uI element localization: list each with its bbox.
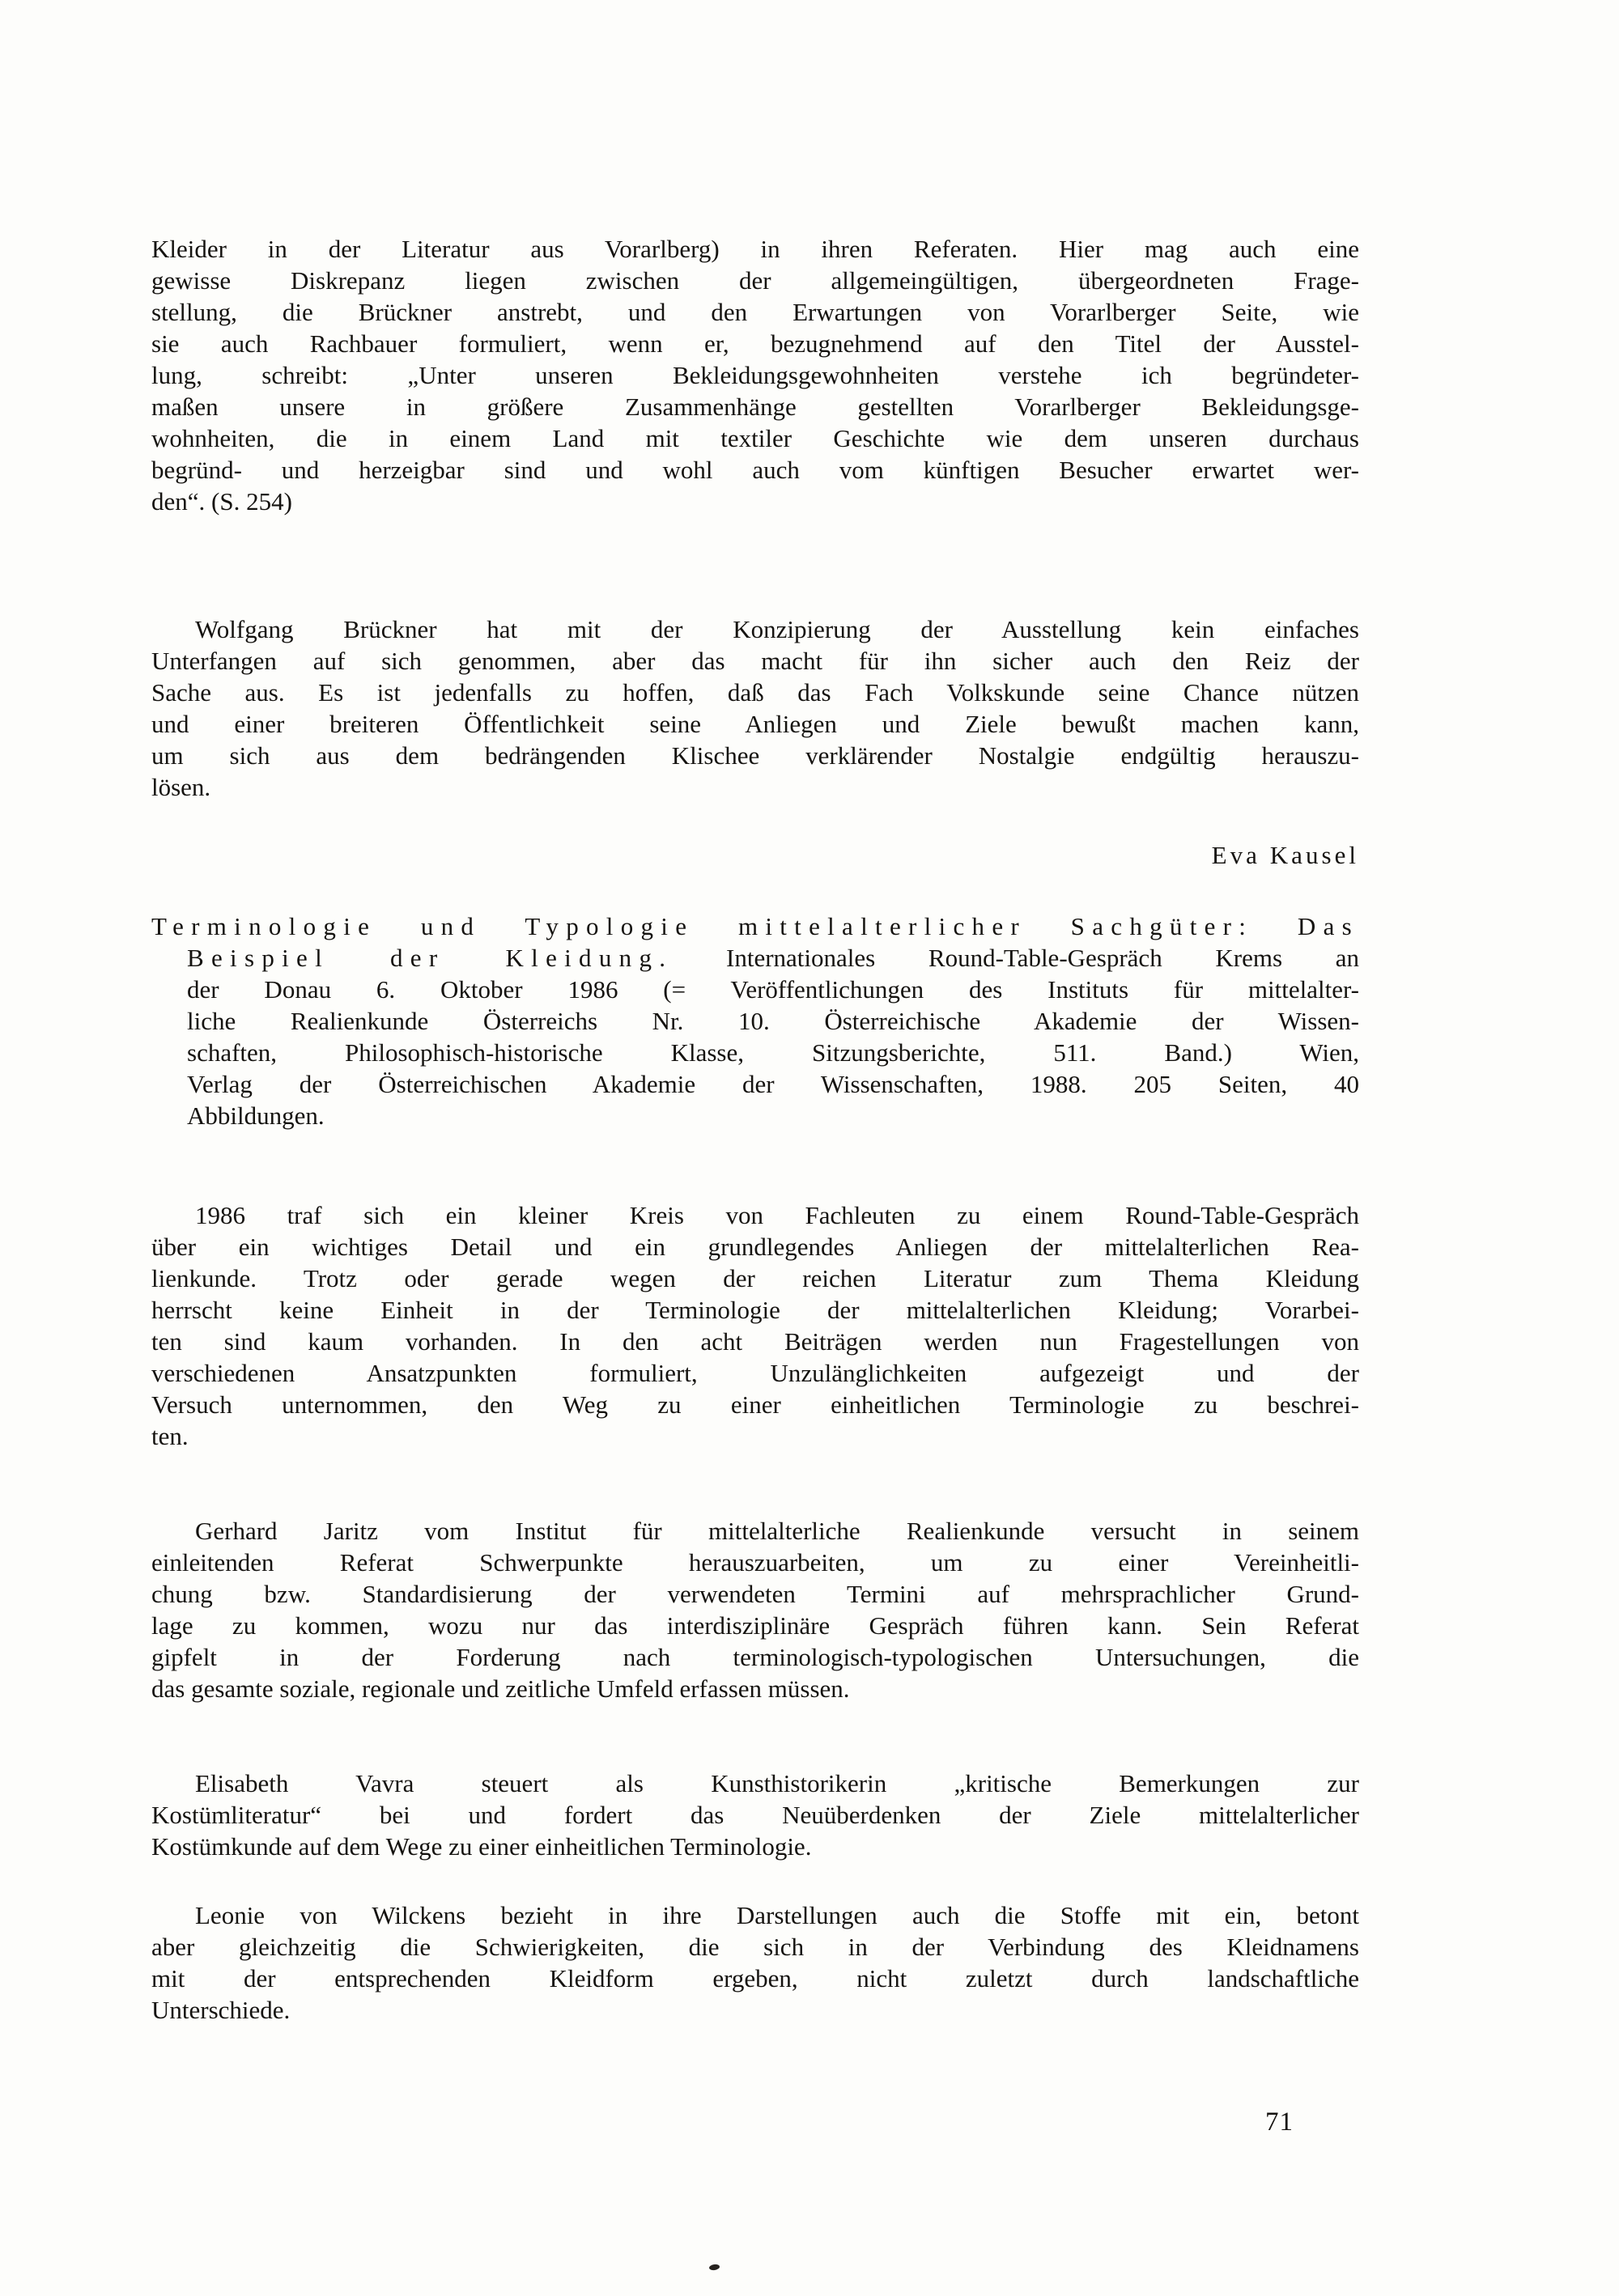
text-line: begründ- und herzeigbar sind und wohl auch vom künftigen Besucher erwartet wer- xyxy=(151,456,1359,484)
text-line: lage zu kommen, wozu nur das interdisziplinäre Gespräch führen kann. Sein Referat xyxy=(151,1611,1359,1640)
text-line: einleitenden Referat Schwerpunkte herauszuarbeiten, um zu einer Vereinheitli- xyxy=(151,1548,1359,1577)
review-title-line-1: Terminologie und Typologie mittelalterlicher Sachgüter: Das xyxy=(151,912,1359,940)
paragraph-wolfgang-brueckner xyxy=(151,613,1359,803)
paragraph-elisabeth-vavra xyxy=(151,1768,1359,1862)
text-line: liche Realienkunde Österreichs Nr. 10. Österreichische Akademie der Wissen- xyxy=(187,1007,1359,1035)
text-line: über ein wichtiges Detail und ein grundlegendes Anliegen der mittelalterlichen Rea- xyxy=(151,1233,1359,1261)
text-line: Kleider in der Literatur aus Vorarlberg) in ihren Referaten. Hier mag auch eine xyxy=(151,235,1359,263)
text-line: Sache aus. Es ist jedenfalls zu hoffen, daß das Fach Volkskunde seine Chance nützen xyxy=(151,678,1359,707)
signature-author: Eva Kausel xyxy=(1211,841,1359,869)
review-bibliographic-heading xyxy=(151,910,1359,1131)
text-line: Kostümkunde auf dem Wege zu einer einheitlichen Terminologie. xyxy=(151,1832,812,1861)
text-line: ten sind kaum vorhanden. In den acht Beiträgen werden nun Fragestellungen von xyxy=(151,1327,1359,1356)
text-line: um sich aus dem bedrängenden Klischee verklärender Nostalgie endgültig herauszu- xyxy=(151,741,1359,770)
text-line: Verlag der Österreichischen Akademie der Wissenschaften, 1988. 205 Seiten, 40 xyxy=(187,1070,1359,1098)
text-line: Unterfangen auf sich genommen, aber das macht für ihn sicher auch den Reiz der xyxy=(151,647,1359,675)
paragraph-1986-round-table xyxy=(151,1199,1359,1452)
paragraph-leonie-von-wilckens xyxy=(151,1899,1359,2026)
text-line: gipfelt in der Forderung nach terminologisch-typologischen Untersuchungen, die xyxy=(151,1643,1359,1671)
text-line: Wolfgang Brückner hat mit der Konzipierung der Ausstellung kein einfaches xyxy=(195,615,1359,643)
text-line: schaften, Philosophisch-historische Klasse, Sitzungsberichte, 511. Band.) Wien, xyxy=(187,1038,1359,1067)
text-line: sie auch Rachbauer formuliert, wenn er, bezugnehmend auf den Titel der Ausstel- xyxy=(151,329,1359,358)
text-line: lösen. xyxy=(151,773,211,801)
text-line: Gerhard Jaritz vom Institut für mittelalterliche Realienkunde versucht in seinem xyxy=(195,1517,1359,1545)
text-line: und einer breiteren Öffentlichkeit seine Anliegen und Ziele bewußt machen kann, xyxy=(151,710,1359,738)
text-line: lung, schreibt: „Unter unseren Bekleidungsgewohnheiten verstehe ich begründeter- xyxy=(151,361,1359,389)
text-line: gewisse Diskrepanz liegen zwischen der allgemeingültigen, übergeordneten Frage- xyxy=(151,266,1359,295)
text-line: Elisabeth Vavra steuert als Kunsthistorikerin „kritische Bemerkungen zur xyxy=(195,1769,1359,1797)
text-line: lienkunde. Trotz oder gerade wegen der reichen Literatur zum Thema Kleidung xyxy=(151,1264,1359,1292)
text-line: das gesamte soziale, regionale und zeitliche Umfeld erfassen müssen. xyxy=(151,1674,850,1703)
text-line: den“. (S. 254) xyxy=(151,487,292,516)
review-title-line-2 xyxy=(151,942,1359,974)
text-line: ten. xyxy=(151,1422,189,1450)
paragraph-kleider-literatur xyxy=(151,233,1359,517)
paragraph-gerhard-jaritz xyxy=(151,1515,1359,1704)
review-heading-continuation xyxy=(151,974,1359,1131)
text-line: mit der entsprechenden Kleidform ergeben, nicht zuletzt durch landschaftliche xyxy=(151,1964,1359,1993)
text-line: maßen unsere in größere Zusammenhänge gestellten Vorarlberger Bekleidungsge- xyxy=(151,393,1359,421)
text-line: herrscht keine Einheit in der Terminologie der mittelalterlichen Kleidung; Vorarbei- xyxy=(151,1296,1359,1324)
text-line: chung bzw. Standardisierung der verwendeten Termini auf mehrsprachlicher Grund- xyxy=(151,1580,1359,1608)
text-line: 1986 traf sich ein kleiner Kreis von Fachleuten zu einem Round-Table-Gespräch xyxy=(195,1201,1359,1229)
page-number: 71 xyxy=(1265,2107,1294,2137)
review-title-line-2-rest: Internationales Round-Table-Gespräch Krems an xyxy=(673,944,1359,972)
text-line: stellung, die Brückner anstrebt, und den Erwartungen von Vorarlberger Seite, wie xyxy=(151,298,1359,326)
text-line: Abbildungen. xyxy=(187,1101,325,1130)
text-line: Leonie von Wilckens bezieht in ihre Darstellungen auch die Stoffe mit ein, betont xyxy=(195,1901,1359,1929)
ink-speck-artifact xyxy=(709,2264,720,2271)
review-title-line-2-spaced-part: Beispiel der Kleidung. xyxy=(187,944,674,972)
text-line: der Donau 6. Oktober 1986 (= Veröffentlichungen des Instituts für mittelalter- xyxy=(187,975,1359,1004)
text-line: Kostümliteratur“ bei und fordert das Neuüberdenken der Ziele mittelalterlicher xyxy=(151,1801,1359,1829)
text-block xyxy=(151,233,1359,2026)
text-line: aber gleichzeitig die Schwierigkeiten, die sich in der Verbindung des Kleidnamens xyxy=(151,1933,1359,1961)
text-line: wohnheiten, die in einem Land mit textiler Geschichte wie dem unseren durchaus xyxy=(151,424,1359,452)
text-line: Versuch unternommen, den Weg zu einer einheitlichen Terminologie zu beschrei- xyxy=(151,1390,1359,1419)
text-line: Unterschiede. xyxy=(151,1996,291,2024)
text-line: verschiedenen Ansatzpunkten formuliert, Unzulänglichkeiten aufgezeigt und der xyxy=(151,1359,1359,1387)
